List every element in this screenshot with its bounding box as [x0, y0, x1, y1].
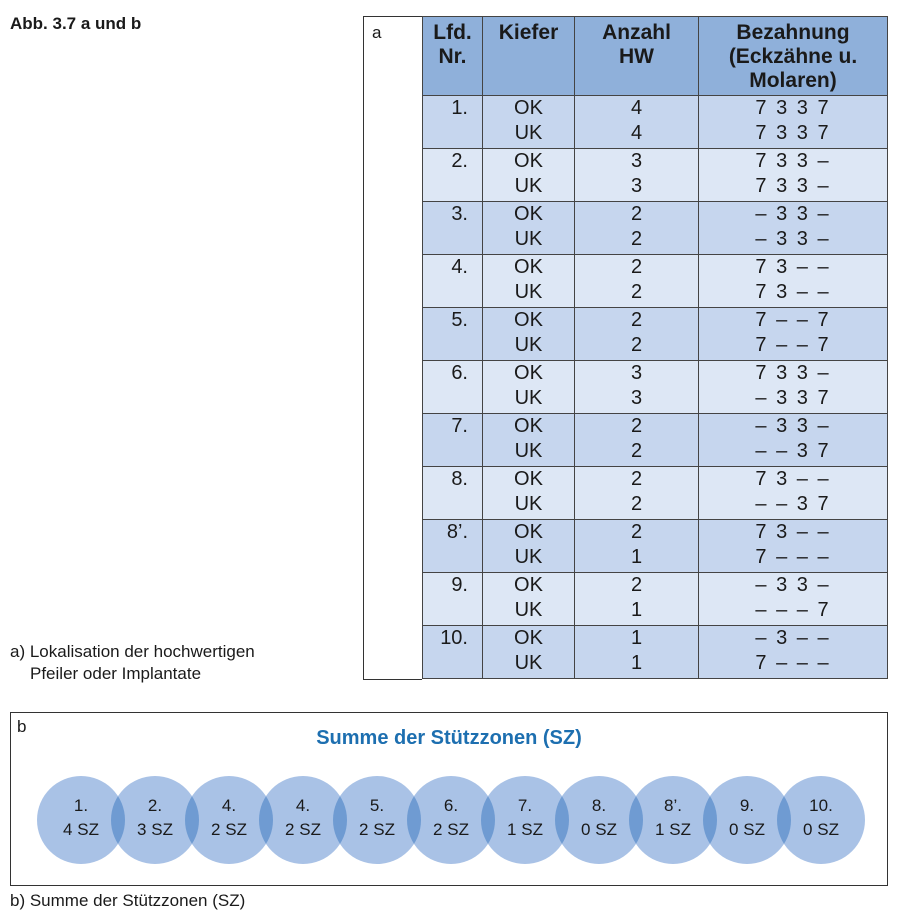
cell-nr: [423, 520, 483, 573]
cell-anzahl: [575, 96, 699, 149]
bezahnung-value: – 3 3 –: [755, 574, 831, 596]
bezahnung-value: – 3 3 –: [755, 415, 831, 437]
circle-number: 6.: [443, 796, 459, 815]
header-kiefer: Kiefer: [483, 17, 575, 96]
cell-kiefer: [483, 96, 575, 149]
anzahl-value: 3: [630, 175, 643, 197]
circle-sz: 0 SZ: [803, 820, 839, 839]
bezahnung-value: 7 – – –: [755, 652, 831, 674]
bezahnung-value: – – 3 7: [755, 440, 831, 462]
panel-b-frame: [10, 712, 888, 886]
cell-anzahl: [575, 573, 699, 626]
circle-number: 1.: [73, 796, 89, 815]
bezahnung-value: 7 – – –: [755, 546, 831, 568]
bezahnung-value: – 3 3 7: [755, 387, 831, 409]
circle-sz: 4 SZ: [63, 820, 99, 839]
cell-nr: [423, 361, 483, 414]
row-number: 4.: [451, 256, 468, 278]
cell-kiefer: [483, 149, 575, 202]
bezahnung-value: – – 3 7: [755, 493, 831, 515]
bezahnung-value: – 3 – –: [755, 627, 831, 649]
cell-anzahl: [575, 626, 699, 679]
kiefer-value: UK: [514, 228, 543, 250]
cell-bezahnung: [699, 573, 888, 626]
kiefer-value: UK: [514, 175, 543, 197]
kiefer-value: UK: [514, 546, 543, 568]
table-row: [423, 573, 888, 626]
cell-anzahl: [575, 255, 699, 308]
kiefer-value: OK: [514, 203, 543, 225]
anzahl-value: 2: [630, 440, 643, 462]
anzahl-value: 4: [630, 122, 643, 144]
bezahnung-value: – 3 3 –: [755, 203, 831, 225]
anzahl-value: 2: [630, 468, 643, 490]
cell-bezahnung: [699, 520, 888, 573]
table-row: [423, 308, 888, 361]
support-zone-label: [490, 794, 560, 842]
cell-kiefer: [483, 308, 575, 361]
cell-bezahnung: [699, 149, 888, 202]
row-number: 7.: [451, 415, 468, 437]
kiefer-value: OK: [514, 362, 543, 384]
cell-nr: [423, 467, 483, 520]
caption-a-line1: a) Lokalisation der hochwertigen: [10, 642, 255, 661]
support-zone-label: [268, 794, 338, 842]
cell-bezahnung: [699, 202, 888, 255]
panel-a-frame: [363, 16, 422, 680]
anzahl-value: 3: [630, 362, 643, 384]
kiefer-value: UK: [514, 652, 543, 674]
panel-b-label: b: [17, 717, 27, 736]
anzahl-value: 2: [630, 574, 643, 596]
kiefer-value: OK: [514, 574, 543, 596]
cell-kiefer: [483, 626, 575, 679]
cell-nr: [423, 573, 483, 626]
table-row: [423, 520, 888, 573]
bezahnung-value: 7 3 3 7: [755, 122, 831, 144]
row-number: 6.: [451, 362, 468, 384]
anzahl-value: 2: [630, 521, 643, 543]
bezahnung-value: – 3 3 –: [755, 228, 831, 250]
table-row: [423, 255, 888, 308]
anzahl-value: 4: [630, 97, 643, 119]
row-number: 10.: [440, 627, 468, 649]
anzahl-value: 1: [630, 546, 643, 568]
circle-number: 8’.: [664, 796, 682, 815]
anzahl-value: 3: [630, 150, 643, 172]
header-anzahl: Anzahl HW: [575, 17, 699, 96]
kiefer-value: OK: [514, 521, 543, 543]
circle-number: 4.: [295, 796, 311, 815]
cell-kiefer: [483, 361, 575, 414]
kiefer-value: UK: [514, 440, 543, 462]
circle-sz: 2 SZ: [285, 820, 321, 839]
kiefer-value: UK: [514, 281, 543, 303]
table-row: [423, 96, 888, 149]
row-number: 2.: [451, 150, 468, 172]
cell-bezahnung: [699, 96, 888, 149]
circle-sz: 2 SZ: [211, 820, 247, 839]
circle-number: 7.: [517, 796, 533, 815]
anzahl-value: 2: [630, 203, 643, 225]
header-bezahnung: Bezahnung (Eckzähne u. Molaren): [699, 17, 888, 96]
circle-number: 5.: [369, 796, 385, 815]
anzahl-value: 3: [630, 387, 643, 409]
cell-nr: [423, 626, 483, 679]
cell-kiefer: [483, 573, 575, 626]
kiefer-value: OK: [514, 309, 543, 331]
cell-kiefer: [483, 202, 575, 255]
circle-sz: 1 SZ: [507, 820, 543, 839]
support-zone-label: [786, 794, 856, 842]
cell-bezahnung: [699, 626, 888, 679]
table-row: [423, 414, 888, 467]
bezahnung-value: 7 3 – –: [755, 281, 831, 303]
cell-bezahnung: [699, 255, 888, 308]
anzahl-value: 1: [630, 599, 643, 621]
circle-number: 10.: [809, 796, 833, 815]
circle-sz: 1 SZ: [655, 820, 691, 839]
cell-anzahl: [575, 149, 699, 202]
cell-anzahl: [575, 520, 699, 573]
circle-number: 8.: [591, 796, 607, 815]
cell-kiefer: [483, 255, 575, 308]
cell-anzahl: [575, 202, 699, 255]
anzahl-value: 2: [630, 334, 643, 356]
support-zone-label: [564, 794, 634, 842]
row-number: 3.: [451, 203, 468, 225]
cell-anzahl: [575, 414, 699, 467]
kiefer-value: OK: [514, 97, 543, 119]
kiefer-value: UK: [514, 122, 543, 144]
cell-kiefer: [483, 467, 575, 520]
cell-nr: [423, 414, 483, 467]
anzahl-value: 1: [630, 627, 643, 649]
row-number: 8’.: [446, 521, 468, 543]
table-row: [423, 202, 888, 255]
caption-a-line2: Pfeiler oder Implantate: [30, 664, 202, 683]
cell-anzahl: [575, 467, 699, 520]
cell-anzahl: [575, 308, 699, 361]
kiefer-value: UK: [514, 599, 543, 621]
anzahl-value: 2: [630, 493, 643, 515]
circle-number: 2.: [147, 796, 163, 815]
anzahl-value: 2: [630, 415, 643, 437]
bezahnung-value: 7 3 – –: [755, 256, 831, 278]
cell-kiefer: [483, 520, 575, 573]
cell-nr: [423, 255, 483, 308]
bezahnung-value: – – – 7: [755, 599, 831, 621]
cell-nr: [423, 96, 483, 149]
support-zone-label: [712, 794, 782, 842]
anzahl-value: 2: [630, 256, 643, 278]
caption-b: b) Summe der Stützzonen (SZ): [10, 891, 246, 910]
anzahl-value: 1: [630, 652, 643, 674]
bezahnung-value: 7 3 3 –: [755, 175, 831, 197]
circle-sz: 0 SZ: [729, 820, 765, 839]
kiefer-value: OK: [514, 468, 543, 490]
cell-bezahnung: [699, 308, 888, 361]
row-number: 8.: [451, 468, 468, 490]
anzahl-value: 2: [630, 309, 643, 331]
cell-bezahnung: [699, 361, 888, 414]
row-number: 9.: [451, 574, 468, 596]
cell-bezahnung: [699, 414, 888, 467]
table-header-row: [423, 17, 888, 96]
support-zone-label: [416, 794, 486, 842]
cell-bezahnung: [699, 467, 888, 520]
kiefer-value: OK: [514, 256, 543, 278]
bezahnung-value: 7 – – 7: [755, 334, 831, 356]
bezahnung-value: 7 3 3 7: [755, 97, 831, 119]
kiefer-value: UK: [514, 493, 543, 515]
support-zone-label: [638, 794, 708, 842]
cell-nr: [423, 308, 483, 361]
anzahl-value: 2: [630, 228, 643, 250]
tooth-table: [422, 16, 888, 679]
circle-number: 9.: [739, 796, 755, 815]
anzahl-value: 2: [630, 281, 643, 303]
header-nr: Lfd. Nr.: [423, 17, 483, 96]
kiefer-value: OK: [514, 627, 543, 649]
bezahnung-value: 7 3 3 –: [755, 362, 831, 384]
cell-anzahl: [575, 361, 699, 414]
caption-a: [10, 641, 255, 685]
support-zone-label: [194, 794, 264, 842]
circle-sz: 2 SZ: [359, 820, 395, 839]
kiefer-value: OK: [514, 415, 543, 437]
kiefer-value: OK: [514, 150, 543, 172]
cell-nr: [423, 149, 483, 202]
bezahnung-value: 7 3 – –: [755, 468, 831, 490]
circle-sz: 2 SZ: [433, 820, 469, 839]
cell-nr: [423, 202, 483, 255]
kiefer-value: UK: [514, 334, 543, 356]
bezahnung-value: 7 – – 7: [755, 309, 831, 331]
row-number: 5.: [451, 309, 468, 331]
bezahnung-value: 7 3 3 –: [755, 150, 831, 172]
support-zone-label: [46, 794, 116, 842]
kiefer-value: UK: [514, 387, 543, 409]
support-zone-label: [120, 794, 190, 842]
table-row: [423, 149, 888, 202]
cell-kiefer: [483, 414, 575, 467]
table-row: [423, 467, 888, 520]
panel-b-title: Summe der Stützzonen (SZ): [316, 727, 582, 749]
bezahnung-value: 7 3 – –: [755, 521, 831, 543]
figure-label: Abb. 3.7 a und b: [10, 14, 142, 33]
support-zone-label: [342, 794, 412, 842]
table-row: [423, 361, 888, 414]
panel-a-label: a: [372, 23, 382, 42]
table-row: [423, 626, 888, 679]
circle-number: 4.: [221, 796, 237, 815]
circle-sz: 0 SZ: [581, 820, 617, 839]
circle-sz: 3 SZ: [137, 820, 173, 839]
row-number: 1.: [451, 97, 468, 119]
